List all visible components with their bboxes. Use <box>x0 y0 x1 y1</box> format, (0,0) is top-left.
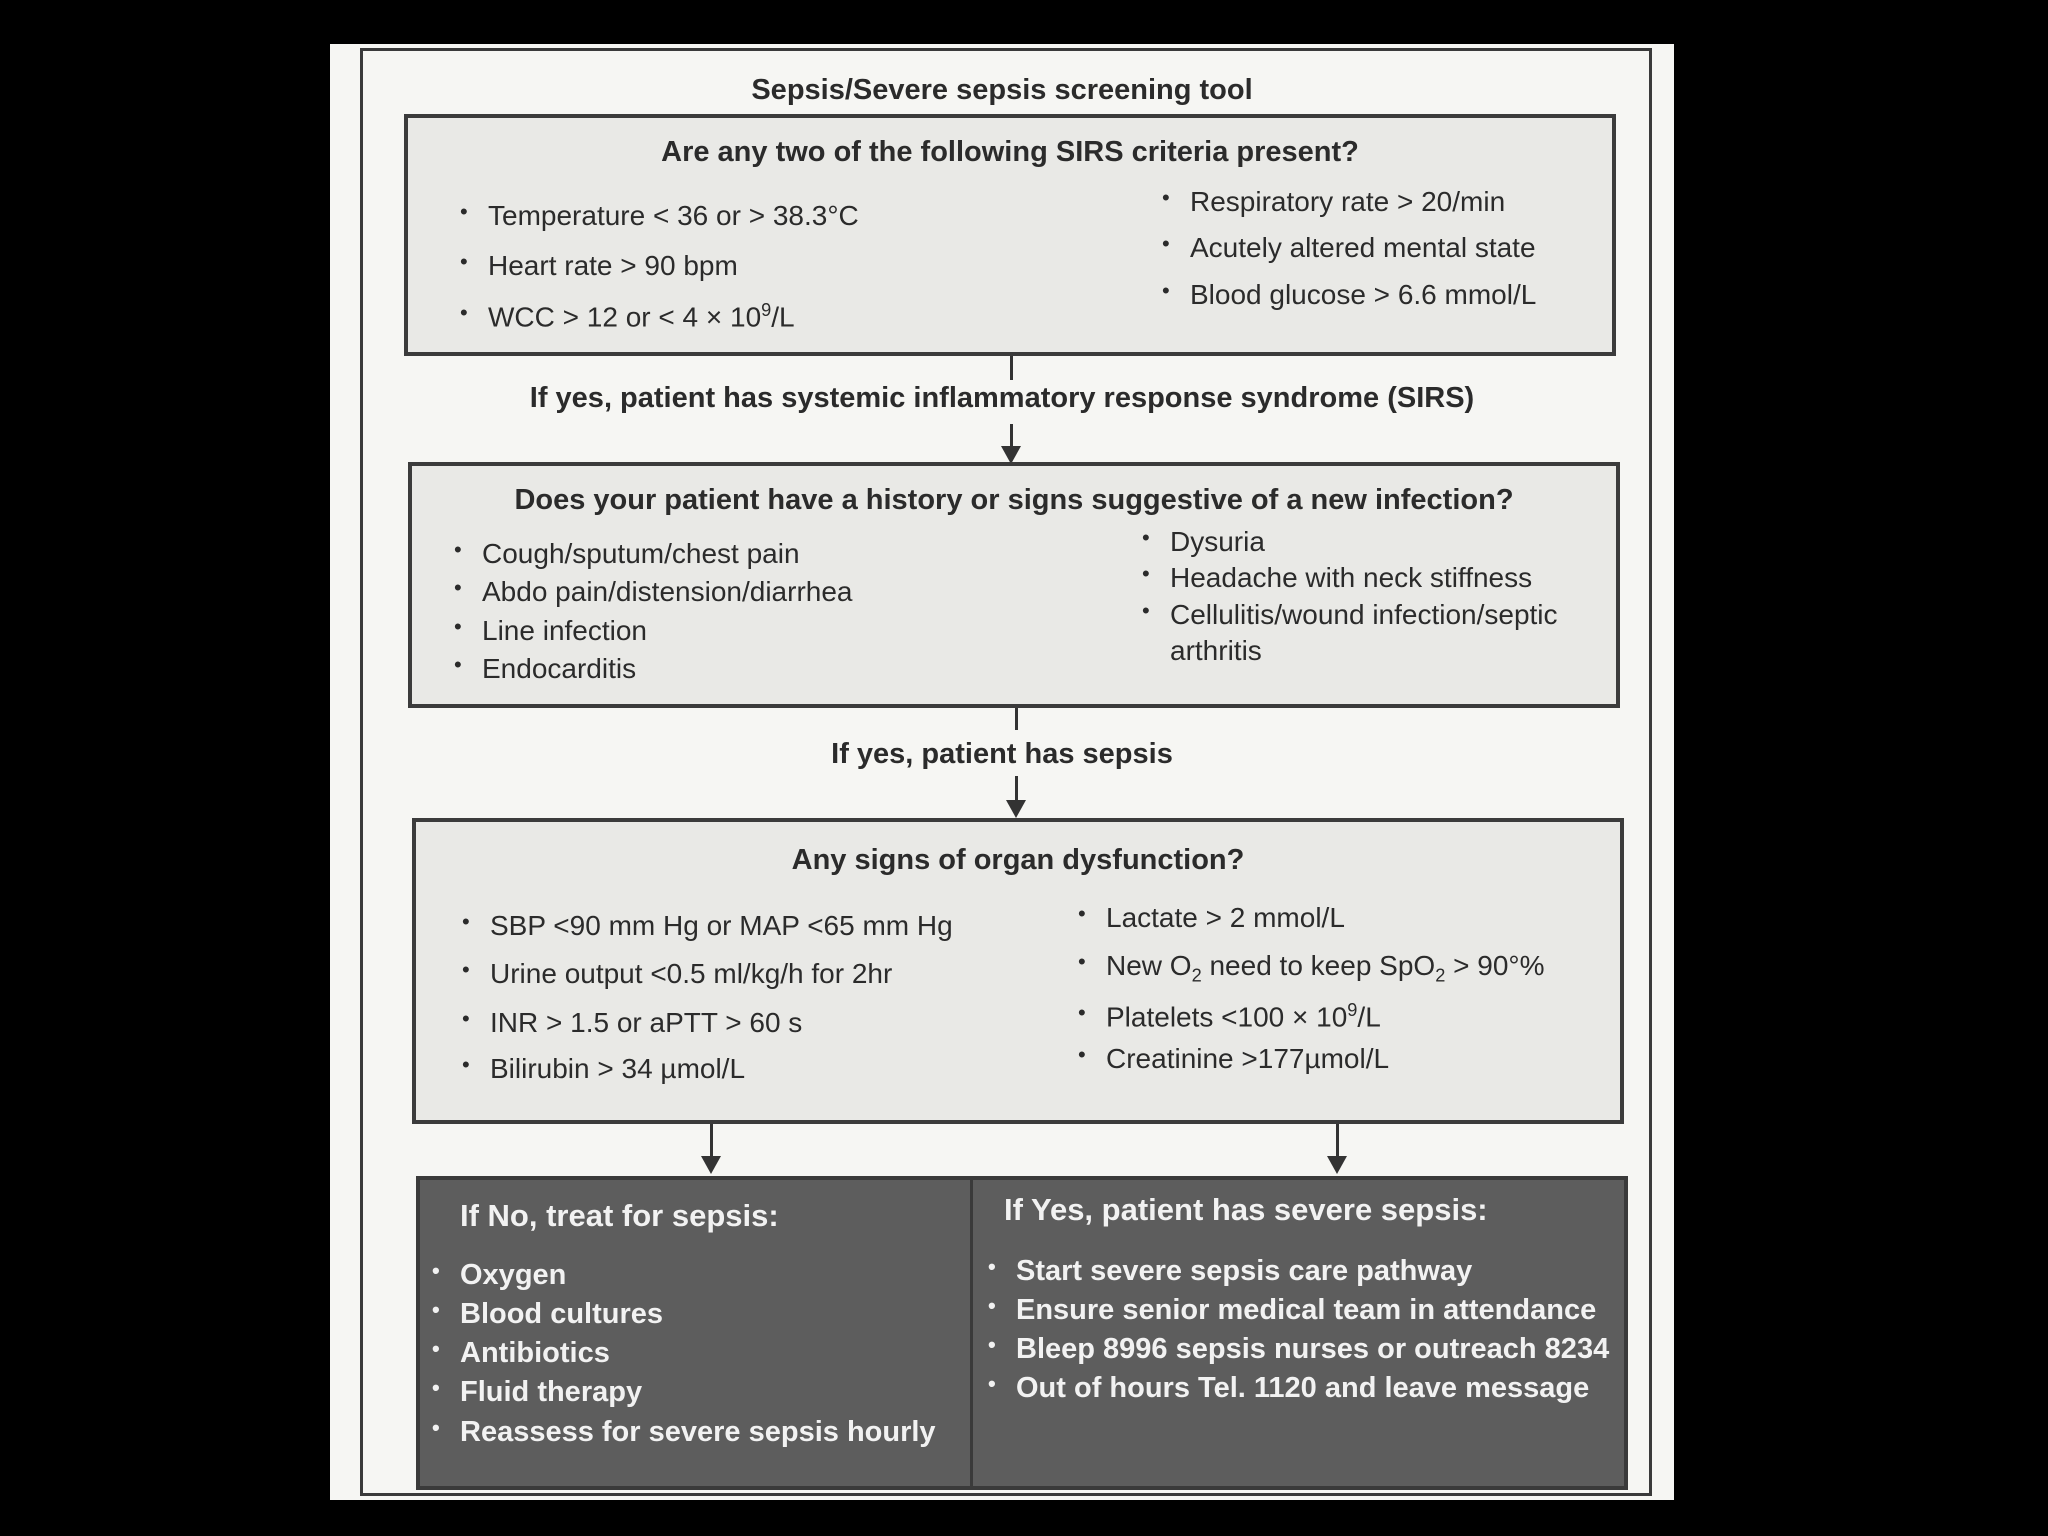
infection-question: Does your patient have a history or signs suggestive of a new infection? <box>514 484 1514 516</box>
list-item: • New $O_2$ need to keep SpO$_2$ > 90°% <box>1076 948 1545 988</box>
list-item: • Oxygen <box>430 1256 936 1295</box>
list-item: • WCC > 12 or < $4 \times 10^9/L$ <box>458 299 859 336</box>
list-item: • Abdo pain/distension/diarrhea <box>452 574 852 610</box>
connector-line-2b <box>1015 776 1018 802</box>
list-item: • Headache with neck stiffness <box>1140 560 1590 596</box>
connector-line-yes <box>1336 1124 1339 1158</box>
list-item: • INR > 1.5 or aPTT > 60 s <box>460 1005 953 1041</box>
list-item: • Out of hours Tel. 1120 and leave message <box>986 1369 1609 1408</box>
list-item: • Urine output <0.5 ml/kg/h for 2hr <box>460 956 953 992</box>
panel-divider <box>970 1180 973 1486</box>
sepsis-outcome-label: If yes, patient has sepsis <box>831 738 1173 770</box>
list-item: • Lactate > 2 mmol/L <box>1076 900 1545 936</box>
outcome-panel <box>416 1176 1628 1490</box>
list-item: • Creatinine >177µmol/L <box>1076 1041 1545 1077</box>
list-item: • Acutely altered mental state <box>1160 230 1536 266</box>
yes-outcome-list <box>986 1252 1609 1409</box>
list-item: • Temperature < 36 or > 38.3°C <box>458 198 859 234</box>
no-outcome-list <box>430 1256 936 1452</box>
connector-line-2 <box>1015 708 1018 730</box>
list-item: • Reassess for severe sepsis hourly <box>430 1413 936 1452</box>
sirs-left-list <box>458 198 859 350</box>
organ-dysfunction-question: Any signs of organ dysfunction? <box>791 844 1245 876</box>
arrow-down-icon <box>1327 1156 1347 1174</box>
connector-line-1 <box>1010 356 1013 380</box>
list-item: • Fluid therapy <box>430 1373 936 1412</box>
infection-right-list <box>1140 524 1590 670</box>
organ-left-list <box>460 908 953 1088</box>
list-item: • Line infection <box>452 613 852 649</box>
page-title: Sepsis/Severe sepsis screening tool <box>751 74 1253 106</box>
list-item: • SBP <90 mm Hg or MAP <65 mm Hg <box>460 908 953 944</box>
list-item: • Endocarditis <box>452 651 852 687</box>
sirs-outcome-label: If yes, patient has systemic inflammatory response syndrome (SIRS) <box>529 382 1475 414</box>
list-item: • Respiratory rate > 20/min <box>1160 184 1536 220</box>
arrow-down-icon <box>1006 800 1026 818</box>
list-item: • Dysuria <box>1140 524 1590 560</box>
list-item: • Blood glucose > 6.6 mmol/L <box>1160 277 1536 313</box>
list-item: • Bilirubin > 34 µmol/L <box>460 1051 953 1087</box>
screening-sheet <box>330 44 1674 1500</box>
list-item: • Start severe sepsis care pathway <box>986 1252 1609 1291</box>
sirs-criteria-box <box>404 114 1616 356</box>
connector-line-no <box>710 1124 713 1158</box>
list-item: • Ensure senior medical team in attendance <box>986 1291 1609 1330</box>
sirs-question: Are any two of the following SIRS criteria present? <box>661 136 1359 168</box>
infection-left-list <box>452 536 852 688</box>
list-item: • Bleep 8996 sepsis nurses or outreach 8234 <box>986 1330 1609 1369</box>
organ-right-list <box>1076 900 1545 1078</box>
organ-dysfunction-box <box>412 818 1624 1124</box>
infection-box <box>408 462 1620 708</box>
arrow-down-icon <box>701 1156 721 1174</box>
list-item: • Antibiotics <box>430 1334 936 1373</box>
sirs-right-list <box>1160 184 1536 319</box>
no-outcome-heading: If No, treat for sepsis: <box>460 1198 779 1233</box>
list-item: • Cough/sputum/chest pain <box>452 536 852 572</box>
yes-outcome-heading: If Yes, patient has severe sepsis: <box>1004 1192 1488 1227</box>
list-item: • Blood cultures <box>430 1295 936 1334</box>
connector-line-1b <box>1010 424 1013 448</box>
list-item: • Cellulitis/wound infection/septic arthritis <box>1140 597 1590 670</box>
list-item: • Platelets $<100 \times 10^9/L$ <box>1076 999 1545 1036</box>
list-item: • Heart rate > 90 bpm <box>458 248 859 284</box>
